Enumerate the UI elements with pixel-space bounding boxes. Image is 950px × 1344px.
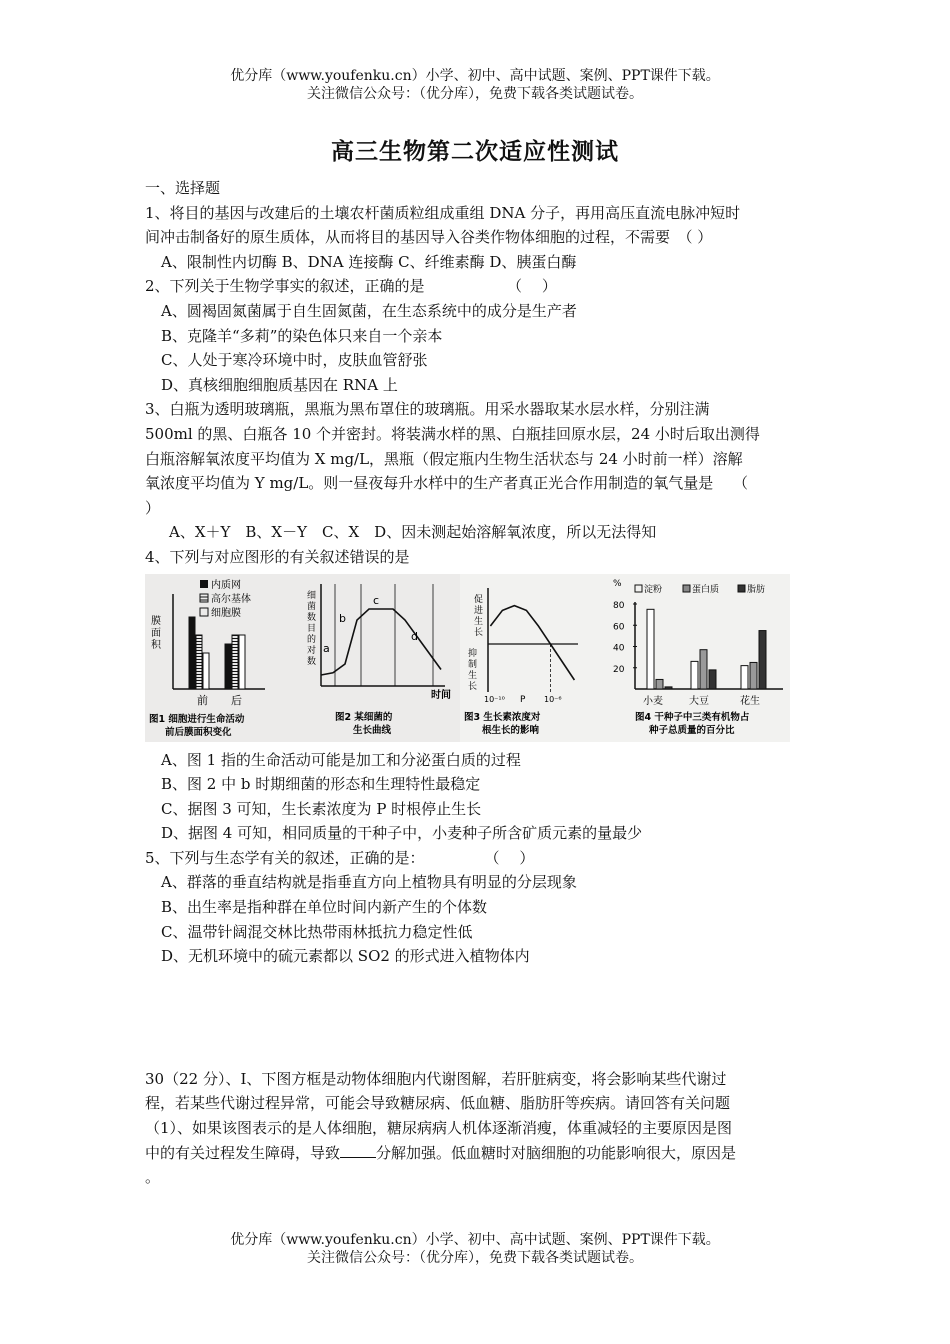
- fig3-caption-1: 图3 生长素浓度对: [464, 711, 541, 723]
- q5-option-d: D、无机环境中的硫元素都以 SO2 的形式进入植物体内: [161, 947, 530, 966]
- fig2-ylabel-5: 的: [307, 634, 317, 645]
- header-line-2: 关注微信公众号：（优分库），免费下载各类试题试卷。: [307, 86, 643, 102]
- document-body: [145, 176, 810, 1190]
- fig2-ylabel-2: 菌: [307, 601, 317, 612]
- q5-option-b: B、出生率是指种群在单位时间内新产生的个体数: [161, 898, 488, 917]
- q30-line-4: [145, 1141, 810, 1166]
- q3-line-4: 氧浓度平均值为 Y mg/L。则一昼夜每升水样中的生产者真正光合作用制造的氧气量是 （: [145, 474, 749, 493]
- fig4-bar-2-1: [750, 662, 757, 689]
- fig4-legend-starch: 淀粉: [644, 584, 663, 595]
- q2-option-a: A、圆褐固氮菌属于自生固氮菌，在生态系统中的成分是生产者: [161, 301, 577, 320]
- fig4-bars: [647, 609, 766, 689]
- q3-line-2: 500ml 的黑、白瓶各 10 个并密封。将装满水样的黑、白瓶挂回原水层，24 小时后取出测得: [145, 424, 760, 443]
- header-line-1: 优分库（www.youfenku.cn）小学、初中、高中试题、案例、PPT课件下载。: [230, 68, 720, 84]
- fig4-bar-0-1: [656, 679, 663, 689]
- fig4-cat-soybean: 大豆: [689, 695, 709, 707]
- fig4-bar-2-0: [741, 665, 748, 688]
- fig2-ylabel-3: 数: [307, 612, 317, 623]
- fig3-xtick-p: P: [520, 694, 526, 705]
- fig2-phase-c: c: [373, 593, 380, 607]
- fig1-ylabel-2: 面: [151, 627, 161, 639]
- q30-line-1: 30（22 分）、Ⅰ、下图方框是动物体细胞内代谢图解，若肝脏病变，将会影响某些代谢过: [145, 1069, 727, 1088]
- fig3-caption-2: 根生长的影响: [482, 724, 540, 736]
- fig3-promote-2: 进: [474, 605, 484, 616]
- fig4-cat-wheat: 小麦: [643, 695, 663, 707]
- fig1-bar-1-0: [225, 644, 231, 689]
- fig4-ytick-3: 20: [613, 664, 625, 675]
- q5-option-c: C、温带针阔混交林比热带雨林抵抗力稳定性低: [161, 922, 473, 941]
- fig4-cat-peanut: 花生: [740, 695, 760, 707]
- figure-3-chart: [460, 574, 605, 742]
- fig3-inhibit-3: 生: [468, 670, 478, 681]
- fig3-promote-1: 促: [474, 594, 484, 605]
- fig3-promote-4: 长: [474, 627, 484, 638]
- q5-stem: 5、下列与生态学有关的叙述，正确的是： （ ）: [145, 848, 535, 867]
- fig3-inhibit-4: 长: [468, 681, 478, 692]
- fig2-phase-a: a: [323, 641, 330, 655]
- fig4-ytick-0: 80: [613, 600, 625, 611]
- fig4-caption-2: 种子总质量的百分比: [649, 724, 735, 736]
- fig2-ylabel-4: 目: [307, 623, 317, 634]
- fig4-bar-1-2: [709, 669, 716, 688]
- fig2-ylabel-7: 数: [307, 656, 317, 667]
- legend-er: 内质网: [211, 579, 241, 591]
- fig4-legend-fat: 脂肪: [747, 584, 766, 595]
- q4-option-c: C、据图 3 可知，生长素浓度为 P 时根停止生长: [161, 799, 482, 818]
- footer-line-2: 关注微信公众号：（优分库），免费下载各类试题试卷。: [307, 1250, 643, 1266]
- fig2-phase-b: b: [339, 611, 346, 625]
- fig4-bar-0-0: [647, 609, 654, 689]
- q2-stem: 2、下列关于生物学事实的叙述，正确的是 （ ）: [145, 277, 557, 296]
- fig4-legend-fat-swatch: [738, 585, 745, 592]
- q3-line-3: 白瓶溶解氧浓度平均值为 X mg/L，黑瓶（假定瓶内生物生活状态与 24 小时前一样）溶解: [145, 449, 743, 468]
- legend-golgi: 高尔基体: [211, 593, 251, 605]
- fig4-unit: %: [613, 578, 622, 589]
- fig4-bar-2-2: [759, 630, 766, 688]
- page-title: 高三生物第二次适应性测试: [331, 138, 619, 165]
- fig1-ylabel-1: 膜: [151, 615, 161, 627]
- fig4-caption-1: 图4 干种子中三类有机物占: [635, 711, 750, 723]
- q3-line-1: 3、白瓶为透明玻璃瓶，黑瓶为黑布罩住的玻璃瓶。用采水器取某水层水样，分别注满: [145, 400, 710, 419]
- legend-membrane: 细胞膜: [211, 607, 241, 619]
- fig1-bar-0-2: [203, 653, 209, 689]
- footer: [0, 1231, 950, 1267]
- section-heading: 一、选择题: [145, 179, 221, 197]
- fig4-y-ticks: [613, 601, 637, 675]
- legend-er-swatch: [200, 580, 208, 588]
- fig1-bar-1-1: [232, 635, 238, 689]
- fig3-promote-3: 生: [474, 616, 484, 627]
- q30-line-5: 。: [145, 1168, 161, 1187]
- fig2-ylabel-6: 对: [307, 645, 317, 656]
- q3-options: A、X＋Y B、X－Y C、X D、因未测起始溶解氧浓度，所以无法得知: [169, 523, 657, 542]
- q1-stem-line-2: 间冲击制备好的原生质体，从而将目的基因导入谷类作物体细胞的过程，不需要 （ ）: [145, 228, 713, 247]
- q1-stem-line-1: 1、将目的基因与改建后的土壤农杆菌质粒组成重组 DNA 分子，再用高压直流电脉冲短时: [145, 203, 741, 222]
- q2-option-d: D、真核细胞细胞质基因在 RNA 上: [161, 375, 398, 394]
- fig4-ytick-2: 40: [613, 643, 625, 653]
- q2-option-c: C、人处于寒冷环境中时，皮肤血管舒张: [161, 351, 428, 370]
- figure-3: [460, 574, 605, 742]
- fig4-legend-protein: 蛋白质: [692, 584, 720, 595]
- fig1-ylabel-3: 积: [151, 639, 161, 651]
- q30-line-3: （1）、如果该图表示的是人体细胞，糖尿病病人机体逐渐消瘦，体重减轻的主要原因是图: [145, 1119, 733, 1138]
- q4-figures: [145, 574, 790, 742]
- fig1-bar-0-0: [189, 617, 195, 689]
- q30-line-4b: 分解加强。低血糖时对脑细胞的功能影响很大，原因是: [376, 1143, 737, 1162]
- fig2-ylabel-1: 细: [307, 590, 317, 601]
- answer-blank[interactable]: [340, 1143, 376, 1158]
- footer-line-1: 优分库（www.youfenku.cn）小学、初中、高中试题、案例、PPT课件下载。: [230, 1232, 720, 1248]
- fig1-bar-0-1: [196, 635, 202, 689]
- figure-4-chart: [605, 574, 790, 742]
- fig4-bar-0-2: [665, 686, 672, 688]
- q4-stem: 4、下列与对应图形的有关叙述错误的是: [145, 547, 410, 566]
- q3-line-5: ）: [145, 498, 161, 517]
- q1-options: A、限制性内切酶 B、DNA 连接酶 C、纤维素酶 D、胰蛋白酶: [161, 252, 577, 271]
- fig4-legend-protein-swatch: [683, 585, 690, 592]
- fig4-bar-1-1: [700, 649, 707, 688]
- fig4-legend-starch-swatch: [635, 585, 642, 592]
- figure-2-chart: [305, 574, 460, 742]
- fig3-xtick-1: 10⁻¹⁰: [484, 694, 505, 704]
- fig2-caption-2: 生长曲线: [353, 724, 392, 736]
- legend-membrane-swatch: [200, 608, 208, 616]
- fig1-bar-1-2: [239, 635, 245, 689]
- q2-option-b: B、克隆羊“多莉”的染色体只来自一个亲本: [161, 326, 443, 345]
- fig1-bars: [189, 617, 245, 689]
- q5-option-a: A、群落的垂直结构就是指垂直方向上植物具有明显的分层现象: [161, 873, 577, 892]
- fig2-phase-d: d: [411, 629, 418, 643]
- fig1-cat-before: 前: [197, 693, 208, 707]
- fig1-cat-after: 后: [231, 693, 242, 707]
- fig2-xlabel: 时间: [431, 689, 451, 701]
- q30-line-4a: 中的有关过程发生障碍，导致: [145, 1143, 341, 1162]
- fig1-caption-1: 图1 细胞进行生命活动: [149, 713, 245, 725]
- fig4-bar-1-0: [691, 661, 698, 689]
- fig3-response-curve: [490, 605, 574, 679]
- q4-option-d: D、据图 4 可知，相同质量的干种子中，小麦种子所含矿质元素的量最少: [161, 824, 643, 843]
- q4-option-a: A、图 1 指的生命活动可能是加工和分泌蛋白质的过程: [161, 750, 521, 769]
- header: [0, 67, 950, 103]
- figure-1-chart: [145, 574, 305, 742]
- figure-4: [605, 574, 790, 742]
- q4-option-b: B、图 2 中 b 时期细菌的形态和生理特性最稳定: [161, 775, 481, 794]
- fig2-caption-1: 图2 某细菌的: [335, 711, 393, 723]
- fig3-xtick-2: 10⁻⁶: [544, 694, 562, 704]
- q30-line-2: 程，若某些代谢过程异常，可能会导致糖尿病、低血糖、脂肪肝等疾病。请回答有关问题: [145, 1094, 731, 1113]
- fig3-inhibit-2: 制: [468, 659, 478, 670]
- figure-1: [145, 574, 305, 742]
- fig1-caption-2: 前后膜面积变化: [165, 726, 232, 738]
- fig4-ytick-1: 60: [613, 621, 625, 632]
- fig3-inhibit-1: 抑: [468, 648, 478, 659]
- figure-2: [305, 574, 460, 742]
- legend-golgi-swatch: [200, 594, 208, 602]
